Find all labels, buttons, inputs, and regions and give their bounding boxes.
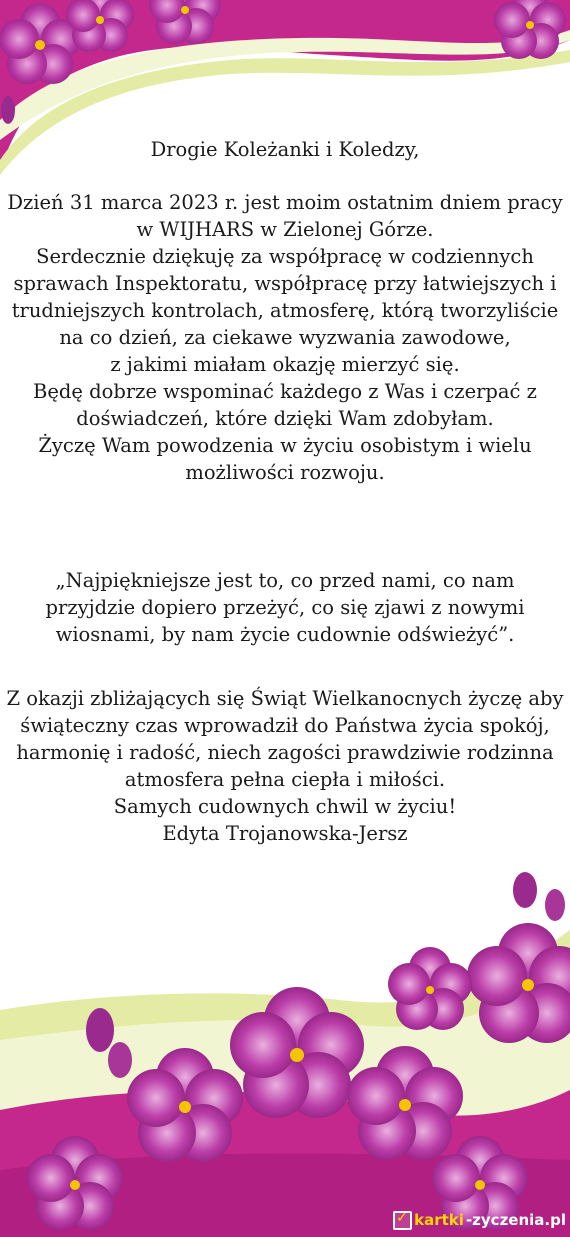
watermark-suffix: -zyczenia.pl	[465, 1211, 566, 1229]
message-line: na co dzień, za ciekawe wyzwania zawodowe,	[59, 326, 511, 349]
wishes-line: Samych cudownych chwil w życiu!	[113, 795, 457, 818]
wishes-paragraph	[0, 685, 570, 847]
quote-line: „Najpiękniejsze jest to, co przed nami, co nam	[55, 569, 515, 592]
message-line: możliwości rozwoju.	[185, 461, 385, 484]
message-line: Będę dobrze wspominać każdego z Was i czerpać z	[33, 380, 537, 403]
message-line: doświadczeń, które dzięki Wam zdobyłam.	[76, 407, 494, 430]
signature: Edyta Trojanowska-Jersz	[162, 822, 408, 845]
message-line: z jakimi miałam okazję mierzyć się.	[110, 353, 460, 376]
message-line: Serdecznie dziękuję za współpracę w codziennych	[36, 245, 534, 268]
checkmark-box-icon	[393, 1211, 412, 1230]
greeting-line: Drogie Koleżanki i Koledzy,	[150, 138, 420, 161]
wishes-line: świąteczny czas wprowadził do Państwa życia spokój,	[20, 714, 550, 737]
quote-line: przyjdzie dopiero przeżyć, co się zjawi z nowymi	[45, 596, 525, 619]
wishes-line: Z okazji zbliżających się Świąt Wielkanocnych życzę aby	[6, 687, 564, 710]
message-line: trudniejszych kontrolach, atmosferę, którą tworzyliście	[11, 299, 559, 322]
watermark-link[interactable]	[393, 1209, 566, 1231]
message-line: Życzę Wam powodzenia w życiu osobistym i wielu	[38, 434, 532, 457]
quote-paragraph	[0, 567, 570, 648]
message-line: Dzień 31 marca 2023 r. jest moim ostatnim dniem pracy	[7, 191, 563, 214]
greeting-heading	[0, 136, 570, 163]
watermark-brand: kartki	[414, 1211, 464, 1229]
wishes-line: harmonię i radość, niech zagości prawdziwie rodzinna	[16, 741, 554, 764]
wishes-line: atmosfera pełna ciepła i miłości.	[124, 768, 446, 791]
message-paragraph	[0, 189, 570, 486]
quote-line: wiosnami, by nam życie cudownie odświeżyć”.	[55, 623, 515, 646]
message-line: sprawach Inspektoratu, współpracę przy łatwiejszych i	[13, 272, 557, 295]
message-line: w WIJHARS w Zielonej Górze.	[136, 218, 434, 241]
